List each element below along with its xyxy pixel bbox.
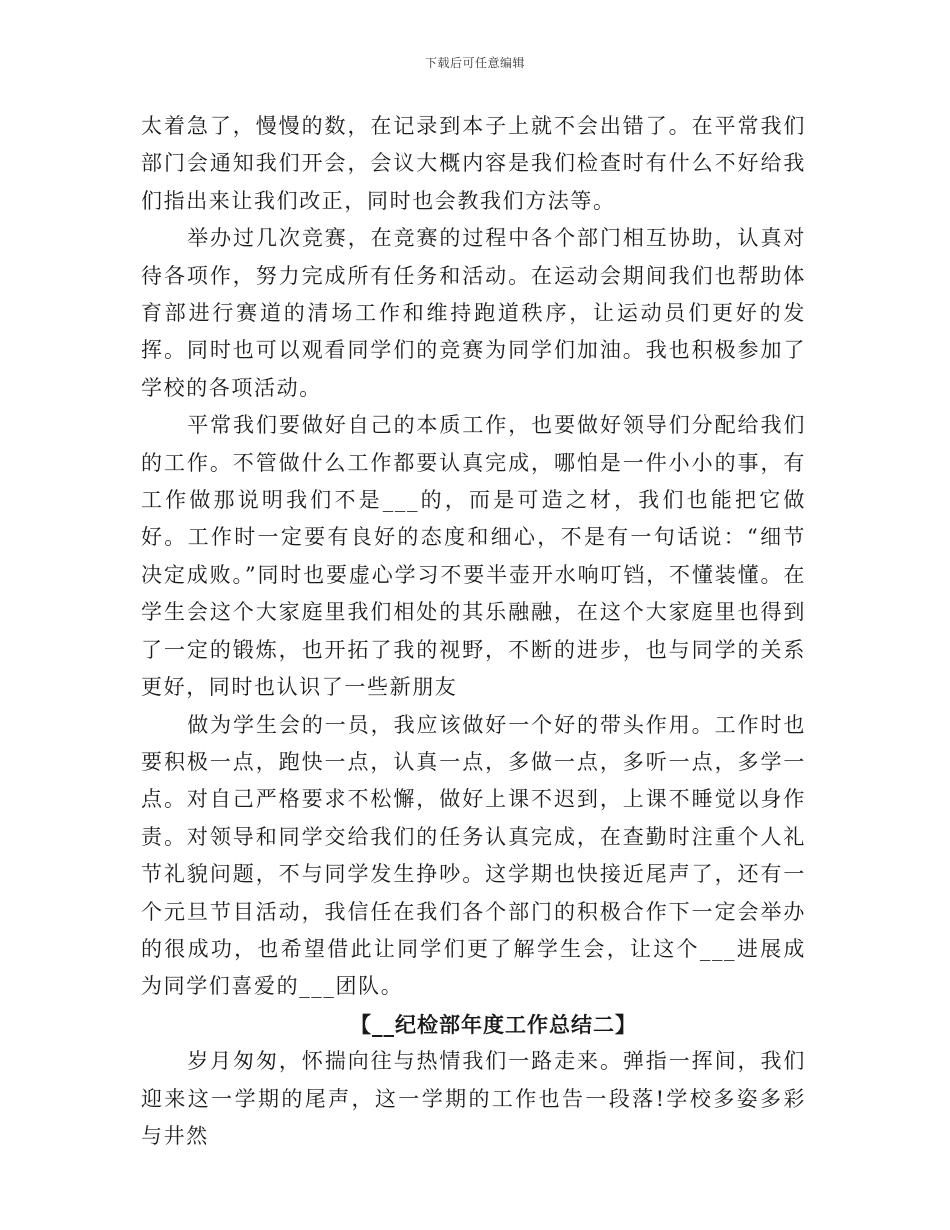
paragraph-role-model: 做为学生会的一员，我应该做好一个好的带头作用。工作时也要积极一点，跑快一点，认真一点，多做一点，多听一点，多学一点。对自己严格要求不松懈，做好上课不迟到，上课不睡觉以身作责。对领导和同学交给我们的任务认真完成，在查勤时注重个人礼节礼貌问题，不与同学发生挣吵。这学期也快接近尾声了，还有一个元旦节目活动，我信任在我们各个部门的积极合作下一定会举办的很成功，也希望借此让同学们更了解学生会，让这个___进展成为同学们喜爱的___团队。	[141, 712, 806, 999]
paragraph-section-two-intro: 岁月匆匆，怀揣向往与热情我们一路走来。弹指一挥间，我们迎来这一学期的尾声，这一学期的工作也告一段落!学校多姿多彩与井然	[141, 1049, 806, 1148]
paragraph-continuation: 太着急了，慢慢的数，在记录到本子上就不会出错了。在平常我们部门会通知我们开会，会议大概内容是我们检查时有什么不好给我们指出来让我们改正，同时也会教我们方法等。	[141, 114, 806, 213]
page-header-note: 下载后可任意编辑	[424, 56, 525, 70]
section-title: 【__纪检部年度工作总结二】	[350, 1011, 637, 1037]
paragraph-daily-work: 平常我们要做好自己的本质工作，也要做好领导们分配给我们的工作。不管做什么工作都要认真完成，哪怕是一件小小的事，有工作做那说明我们不是___的，而是可造之材，我们也能把它做好。工作时一定要有良好的态度和细心，不是有一句话说：“细节决定成败。”同时也要虚心学习不要半壶开水响叮铛，不懂装懂。在学生会这个大家庭里我们相处的其乐融融，在这个大家庭里也得到了一定的锻炼，也开拓了我的视野，不断的进步，也与同学的关系更好，同时也认识了一些新朋友	[141, 413, 806, 700]
paragraph-competitions: 举办过几次竞赛，在竞赛的过程中各个部门相互协助，认真对待各项作，努力完成所有任务和活动。在运动会期间我们也帮助体育部进行赛道的清场工作和维持跑道秩序，让运动员们更好的发挥。同时也可以观看同学们的竞赛为同学们加油。我也积极参加了学校的各项活动。	[141, 226, 806, 400]
document-body	[141, 108, 806, 1155]
